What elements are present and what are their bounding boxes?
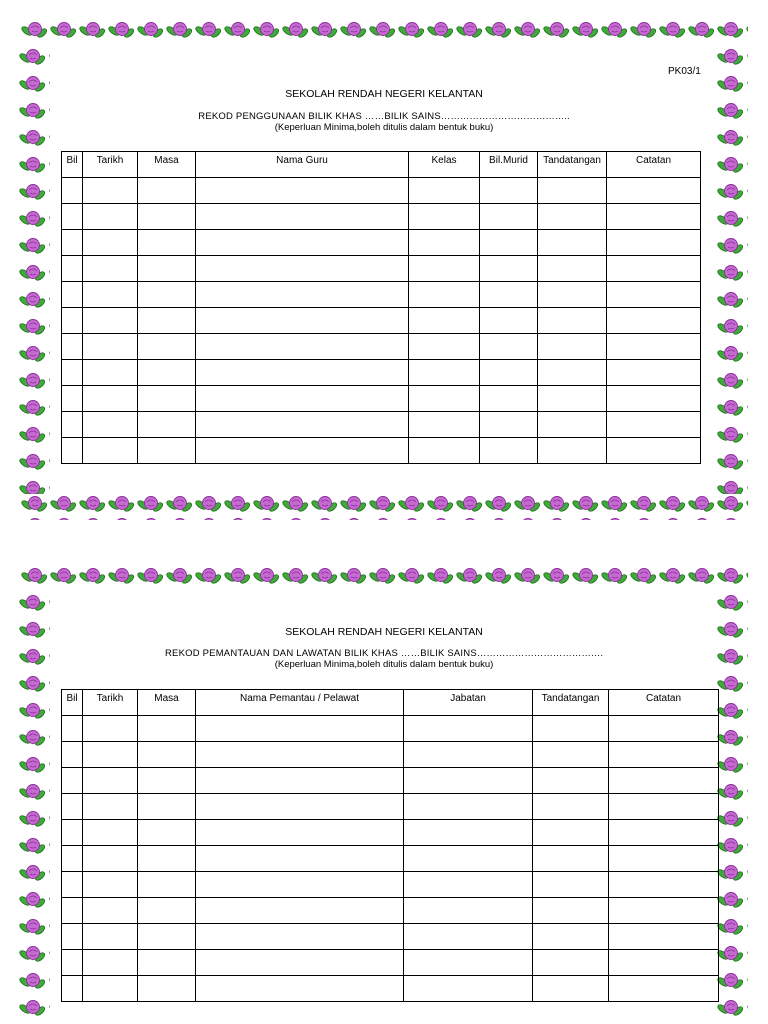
table-cell[interactable]	[83, 898, 138, 924]
table-cell[interactable]	[138, 872, 196, 898]
column-header-nama-guru: Nama Guru	[196, 152, 409, 178]
table-cell[interactable]	[83, 716, 138, 742]
record-title-room: BILIK SAINS	[420, 648, 477, 659]
table-cell[interactable]	[609, 820, 719, 846]
table-cell[interactable]	[196, 924, 404, 950]
table-cell[interactable]	[138, 820, 196, 846]
table-cell[interactable]	[138, 950, 196, 976]
table-cell[interactable]	[404, 950, 533, 976]
table-cell[interactable]	[62, 950, 83, 976]
table-cell[interactable]	[196, 820, 404, 846]
table-cell[interactable]	[533, 950, 609, 976]
table-cell[interactable]	[533, 898, 609, 924]
table-cell[interactable]	[62, 924, 83, 950]
table-cell[interactable]	[62, 820, 83, 846]
table-cell[interactable]	[533, 768, 609, 794]
rose-border-icon	[20, 566, 748, 590]
table-cell[interactable]	[138, 898, 196, 924]
school-name: SEKOLAH RENDAH NEGERI KELANTAN	[285, 626, 483, 638]
table-cell[interactable]	[138, 794, 196, 820]
table-cell[interactable]	[609, 768, 719, 794]
record-title-room: BILIK SAINS	[384, 111, 441, 122]
table-cell[interactable]	[62, 768, 83, 794]
table-row	[62, 976, 719, 1002]
column-header-tandatangan: Tandatangan	[533, 690, 609, 716]
table-cell[interactable]	[533, 742, 609, 768]
table-row	[62, 820, 719, 846]
table-cell[interactable]	[533, 794, 609, 820]
table-cell[interactable]	[83, 794, 138, 820]
column-header-catatan: Catatan	[609, 690, 719, 716]
table-cell[interactable]	[83, 950, 138, 976]
table-cell[interactable]	[196, 768, 404, 794]
table-cell[interactable]	[138, 716, 196, 742]
table-cell[interactable]	[196, 872, 404, 898]
column-header-bil: Bil	[62, 152, 83, 178]
table-cell[interactable]	[62, 846, 83, 872]
table-cell[interactable]	[533, 820, 609, 846]
table-cell[interactable]	[404, 846, 533, 872]
column-header-nama-pemantau: Nama Pemantau / Pelawat	[196, 690, 404, 716]
table-cell[interactable]	[196, 846, 404, 872]
table-cell[interactable]	[83, 742, 138, 768]
column-header-bil-murid: Bil.Murid	[480, 152, 538, 178]
table-cell[interactable]	[404, 924, 533, 950]
column-header-tandatangan: Tandatangan	[538, 152, 607, 178]
table-cell[interactable]	[533, 846, 609, 872]
table-cell[interactable]	[83, 872, 138, 898]
record-title-prefix: REKOD PEMANTAUAN DAN LAWATAN BILIK KHAS ……	[165, 648, 421, 659]
table-cell[interactable]	[62, 794, 83, 820]
table-row	[62, 742, 719, 768]
table-cell[interactable]	[83, 976, 138, 1002]
table-cell[interactable]	[404, 768, 533, 794]
table-cell[interactable]	[404, 742, 533, 768]
column-header-tarikh: Tarikh	[83, 152, 138, 178]
table-cell[interactable]	[138, 742, 196, 768]
table-cell[interactable]	[404, 976, 533, 1002]
column-header-jabatan: Jabatan	[404, 690, 533, 716]
table-cell[interactable]	[196, 976, 404, 1002]
rose-border-top	[20, 566, 748, 590]
table-row	[62, 872, 719, 898]
table-cell[interactable]	[62, 716, 83, 742]
column-header-masa: Masa	[138, 152, 196, 178]
table-cell[interactable]	[609, 872, 719, 898]
table-cell[interactable]	[138, 846, 196, 872]
table-cell[interactable]	[83, 820, 138, 846]
table-cell[interactable]	[138, 976, 196, 1002]
table-cell[interactable]	[196, 716, 404, 742]
table-cell[interactable]	[533, 924, 609, 950]
table-cell[interactable]	[609, 716, 719, 742]
column-header-bil: Bil	[62, 690, 83, 716]
table-row	[62, 794, 719, 820]
column-header-tarikh: Tarikh	[83, 690, 138, 716]
table-cell[interactable]	[196, 950, 404, 976]
table-row	[62, 898, 719, 924]
table-header-row	[62, 690, 719, 716]
table-cell[interactable]	[404, 898, 533, 924]
page-code: PK03/1	[668, 66, 701, 77]
table-cell[interactable]	[83, 924, 138, 950]
table-cell[interactable]	[404, 872, 533, 898]
table-cell[interactable]	[609, 950, 719, 976]
monitoring-log-table	[61, 689, 719, 1002]
table-cell[interactable]	[62, 742, 83, 768]
record-title-prefix: REKOD PENGGUNAAN BILIK KHAS ……	[198, 111, 385, 122]
table-cell[interactable]	[62, 898, 83, 924]
table-cell[interactable]	[404, 820, 533, 846]
monitoring-log-body	[62, 716, 719, 1002]
record-note: (Keperluan Minima,boleh ditulis dalam bentuk buku)	[274, 659, 494, 670]
column-header-masa: Masa	[138, 690, 196, 716]
record-title-dots: ………………………………….	[476, 648, 603, 659]
table-cell[interactable]	[609, 976, 719, 1002]
table-row	[62, 950, 719, 976]
table-cell[interactable]	[533, 716, 609, 742]
table-cell[interactable]	[533, 976, 609, 1002]
table-cell[interactable]	[609, 846, 719, 872]
table-cell[interactable]	[138, 924, 196, 950]
table-cell[interactable]	[196, 794, 404, 820]
table-cell[interactable]	[404, 794, 533, 820]
table-row	[62, 846, 719, 872]
table-cell[interactable]	[83, 768, 138, 794]
table-row	[62, 768, 719, 794]
table-cell[interactable]	[609, 898, 719, 924]
table-cell[interactable]	[62, 872, 83, 898]
table-cell[interactable]	[609, 794, 719, 820]
table-cell[interactable]	[404, 716, 533, 742]
table-cell[interactable]	[196, 898, 404, 924]
table-cell[interactable]	[196, 742, 404, 768]
table-cell[interactable]	[609, 924, 719, 950]
table-cell[interactable]	[62, 976, 83, 1002]
record-note: (Keperluan Minima,boleh ditulis dalam bentuk buku)	[274, 122, 494, 133]
table-cell[interactable]	[609, 742, 719, 768]
table-cell[interactable]	[83, 846, 138, 872]
table-row	[62, 924, 719, 950]
school-name: SEKOLAH RENDAH NEGERI KELANTAN	[285, 88, 483, 100]
record-title-dots: …………………………………..	[440, 111, 570, 122]
table-row	[62, 716, 719, 742]
column-header-catatan: Catatan	[607, 152, 701, 178]
table-cell[interactable]	[533, 872, 609, 898]
column-header-kelas: Kelas	[409, 152, 480, 178]
table-cell[interactable]	[138, 768, 196, 794]
record-title	[0, 648, 768, 659]
